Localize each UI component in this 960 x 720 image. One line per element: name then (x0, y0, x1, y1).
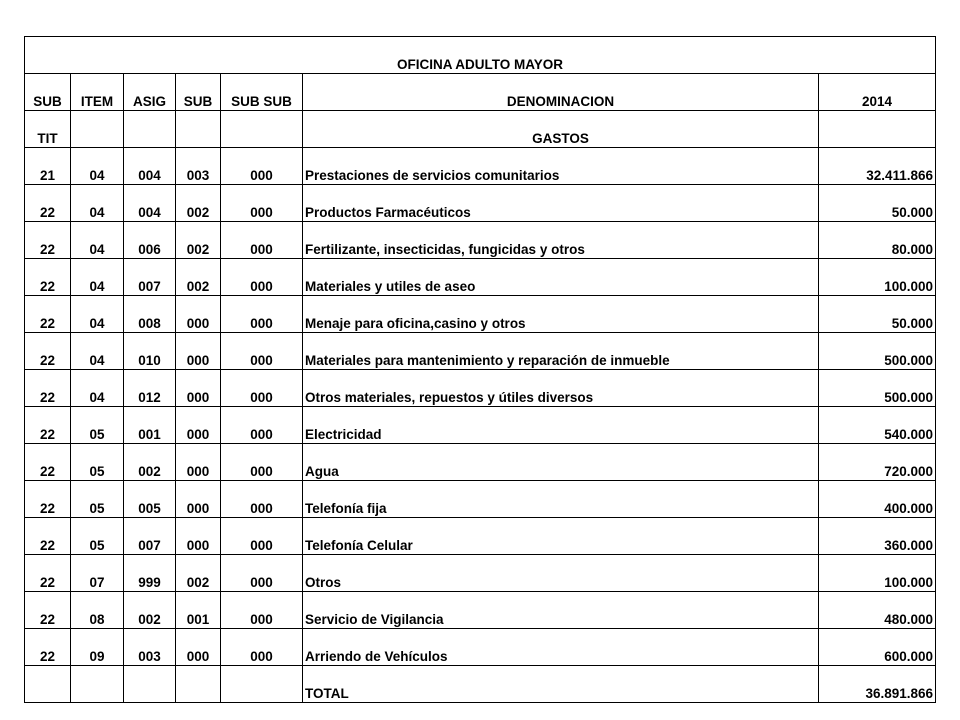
cell-denominacion: Prestaciones de servicios comunitarios (303, 148, 819, 185)
header-sub2: SUB (176, 74, 221, 111)
cell-amount: 32.411.866 (819, 148, 936, 185)
cell-amount: 50.000 (819, 185, 936, 222)
table-body (25, 37, 936, 703)
cell-denominacion: Productos Farmacéuticos (303, 185, 819, 222)
cell-amount: 600.000 (819, 629, 936, 666)
cell-sub: 22 (25, 259, 71, 296)
cell-sub2: 000 (176, 481, 221, 518)
cell-denominacion: Electricidad (303, 407, 819, 444)
cell-asig: 007 (124, 259, 176, 296)
table-row (25, 592, 936, 629)
subheader-row (25, 111, 936, 148)
cell-sub2: 000 (176, 296, 221, 333)
total-amount: 36.891.866 (819, 666, 936, 703)
subheader-gastos: GASTOS (303, 111, 819, 148)
cell-asig: 002 (124, 444, 176, 481)
empty-cell (176, 666, 221, 703)
title-row (25, 37, 936, 74)
cell-item: 04 (71, 370, 124, 407)
cell-item: 09 (71, 629, 124, 666)
table-row (25, 407, 936, 444)
cell-asig: 006 (124, 222, 176, 259)
table-row (25, 370, 936, 407)
cell-asig: 004 (124, 148, 176, 185)
cell-item: 07 (71, 555, 124, 592)
cell-amount: 500.000 (819, 333, 936, 370)
cell-subsub: 000 (221, 333, 303, 370)
table-row (25, 259, 936, 296)
cell-sub2: 000 (176, 407, 221, 444)
cell-item: 05 (71, 481, 124, 518)
cell-amount: 50.000 (819, 296, 936, 333)
table-row (25, 222, 936, 259)
cell-item: 05 (71, 407, 124, 444)
cell-amount: 100.000 (819, 555, 936, 592)
cell-item: 08 (71, 592, 124, 629)
cell-asig: 004 (124, 185, 176, 222)
total-label: TOTAL (303, 666, 819, 703)
cell-sub: 22 (25, 296, 71, 333)
cell-sub: 22 (25, 444, 71, 481)
cell-sub2: 002 (176, 222, 221, 259)
table-row (25, 518, 936, 555)
cell-denominacion: Telefonía Celular (303, 518, 819, 555)
cell-sub2: 003 (176, 148, 221, 185)
cell-sub: 22 (25, 555, 71, 592)
header-denominacion: DENOMINACION (303, 74, 819, 111)
cell-asig: 002 (124, 592, 176, 629)
header-sub: SUB (25, 74, 71, 111)
cell-subsub: 000 (221, 518, 303, 555)
cell-sub: 22 (25, 222, 71, 259)
table-row (25, 444, 936, 481)
cell-sub2: 000 (176, 370, 221, 407)
cell-amount: 480.000 (819, 592, 936, 629)
header-subsub: SUB SUB (221, 74, 303, 111)
cell-denominacion: Materiales para mantenimiento y reparación de inmueble (303, 333, 819, 370)
cell-subsub: 000 (221, 370, 303, 407)
cell-subsub: 000 (221, 555, 303, 592)
cell-asig: 005 (124, 481, 176, 518)
empty-cell (124, 111, 176, 148)
cell-item: 04 (71, 296, 124, 333)
cell-item: 04 (71, 222, 124, 259)
cell-sub: 22 (25, 481, 71, 518)
table-row (25, 481, 936, 518)
cell-asig: 999 (124, 555, 176, 592)
cell-subsub: 000 (221, 296, 303, 333)
table-row (25, 296, 936, 333)
cell-asig: 012 (124, 370, 176, 407)
cell-asig: 008 (124, 296, 176, 333)
cell-asig: 001 (124, 407, 176, 444)
cell-sub2: 000 (176, 333, 221, 370)
cell-sub2: 001 (176, 592, 221, 629)
empty-cell (221, 111, 303, 148)
cell-denominacion: Menaje para oficina,casino y otros (303, 296, 819, 333)
empty-cell (176, 111, 221, 148)
cell-asig: 010 (124, 333, 176, 370)
cell-amount: 400.000 (819, 481, 936, 518)
cell-sub: 22 (25, 629, 71, 666)
cell-sub2: 002 (176, 185, 221, 222)
cell-sub: 22 (25, 333, 71, 370)
cell-subsub: 000 (221, 222, 303, 259)
cell-item: 04 (71, 148, 124, 185)
cell-subsub: 000 (221, 407, 303, 444)
cell-denominacion: Agua (303, 444, 819, 481)
header-year: 2014 (819, 74, 936, 111)
cell-denominacion: Telefonía fija (303, 481, 819, 518)
cell-sub: 22 (25, 185, 71, 222)
cell-subsub: 000 (221, 592, 303, 629)
cell-sub: 22 (25, 370, 71, 407)
cell-sub2: 000 (176, 629, 221, 666)
cell-sub: 22 (25, 592, 71, 629)
table-title: OFICINA ADULTO MAYOR (25, 37, 936, 74)
empty-cell (71, 111, 124, 148)
empty-cell (819, 111, 936, 148)
empty-cell (124, 666, 176, 703)
cell-amount: 80.000 (819, 222, 936, 259)
cell-subsub: 000 (221, 148, 303, 185)
cell-amount: 720.000 (819, 444, 936, 481)
cell-sub: 21 (25, 148, 71, 185)
cell-asig: 007 (124, 518, 176, 555)
table-row (25, 333, 936, 370)
cell-subsub: 000 (221, 444, 303, 481)
empty-cell (71, 666, 124, 703)
header-item: ITEM (71, 74, 124, 111)
cell-item: 04 (71, 185, 124, 222)
table-row (25, 629, 936, 666)
cell-item: 04 (71, 333, 124, 370)
cell-denominacion: Servicio de Vigilancia (303, 592, 819, 629)
cell-denominacion: Otros materiales, repuestos y útiles diversos (303, 370, 819, 407)
table-row (25, 185, 936, 222)
empty-cell (25, 666, 71, 703)
header-asig: ASIG (124, 74, 176, 111)
cell-amount: 360.000 (819, 518, 936, 555)
cell-sub2: 000 (176, 518, 221, 555)
total-row (25, 666, 936, 703)
cell-subsub: 000 (221, 185, 303, 222)
cell-amount: 540.000 (819, 407, 936, 444)
cell-asig: 003 (124, 629, 176, 666)
cell-sub2: 000 (176, 444, 221, 481)
table-row (25, 148, 936, 185)
cell-sub2: 002 (176, 555, 221, 592)
cell-denominacion: Arriendo de Vehículos (303, 629, 819, 666)
cell-denominacion: Fertilizante, insecticidas, fungicidas y otros (303, 222, 819, 259)
empty-cell (221, 666, 303, 703)
cell-sub: 22 (25, 518, 71, 555)
cell-denominacion: Materiales y utiles de aseo (303, 259, 819, 296)
budget-table (24, 36, 936, 703)
cell-subsub: 000 (221, 259, 303, 296)
cell-item: 05 (71, 518, 124, 555)
cell-sub2: 002 (176, 259, 221, 296)
cell-subsub: 000 (221, 629, 303, 666)
subheader-tit: TIT (25, 111, 71, 148)
cell-item: 05 (71, 444, 124, 481)
cell-amount: 100.000 (819, 259, 936, 296)
cell-subsub: 000 (221, 481, 303, 518)
cell-amount: 500.000 (819, 370, 936, 407)
table-row (25, 555, 936, 592)
cell-denominacion: Otros (303, 555, 819, 592)
cell-item: 04 (71, 259, 124, 296)
cell-sub: 22 (25, 407, 71, 444)
header-row (25, 74, 936, 111)
